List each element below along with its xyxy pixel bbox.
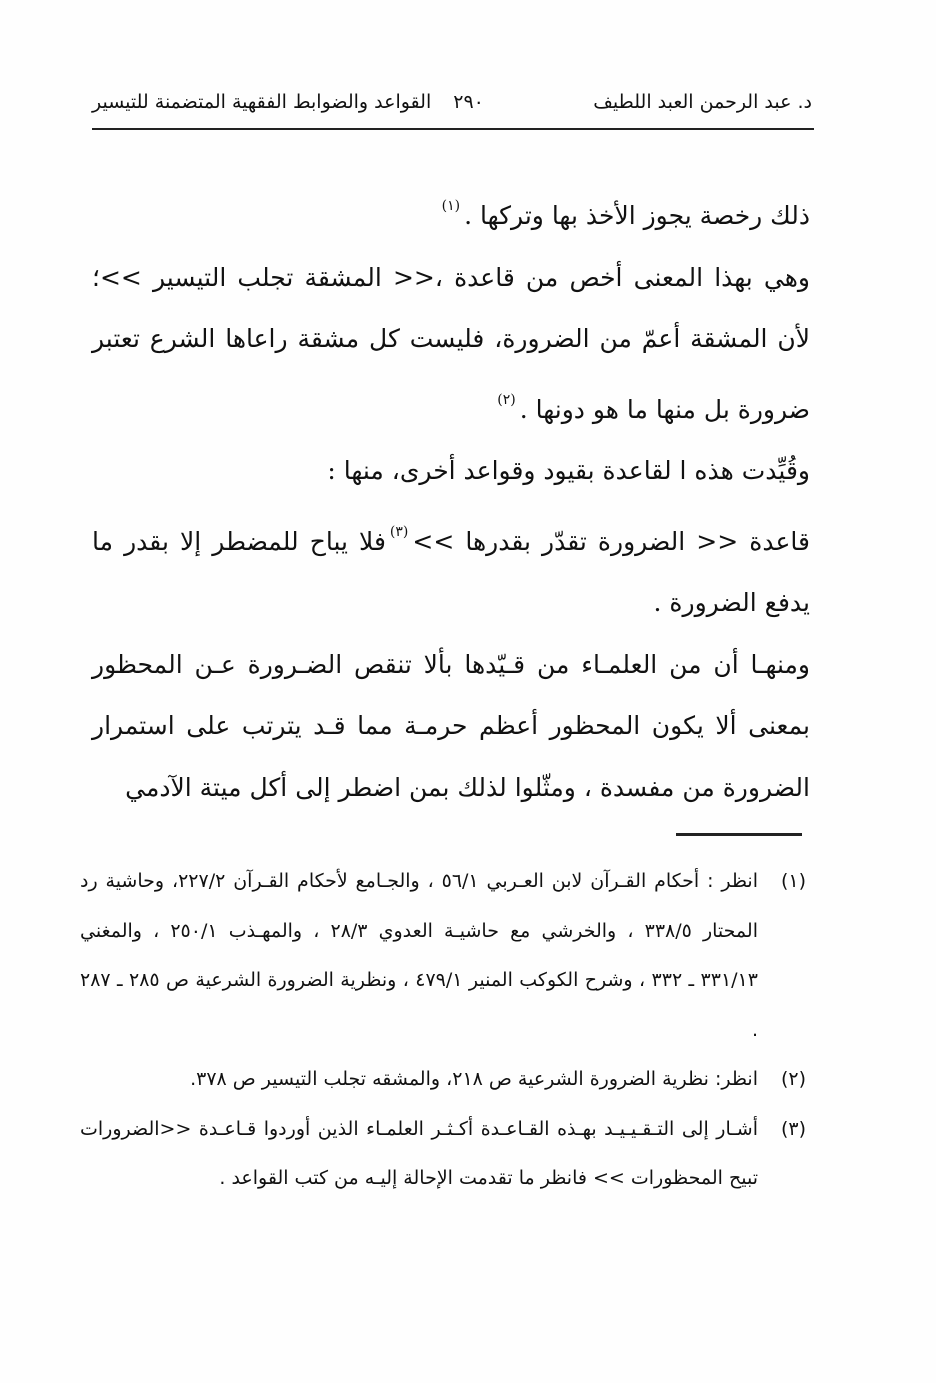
paragraph-4-text-b: فلا يباح للمضطر إلا بقدر ما يدفع الضرورة . — [92, 526, 810, 617]
footnote-1-text: انظر : أحكام القـرآن لابن العـربي ٥٦/١ ، والجـامع لأحكام القـرآن ٢٢٧/٢، وحاشية رد المحتار ٣٣٨/٥ ، والخرشي مع حاشيـة العدوي ٢٨/٣ ، والمهـذب ٢٥٠/١ ، والمغني ٣٣١/١٣ ـ ٣٣٢ ، وشرح الكوكب المنير ٤٧٩/١ ، ونظرية الضرورة الشرعية ص ٢٨٥ ـ ٢٨٧ . — [80, 870, 758, 1041]
footnote-1 — [80, 857, 806, 1055]
paragraph-2-text: وهي بهذا المعنى أخص من قاعدة ،<< المشقة تجلب التيسير >>؛ لأن المشقة أعمّ من الضرورة، فليست كل مشقة راعاها الشرع تعتبر ضرورة بل منها ما هو دونها . — [92, 262, 810, 424]
footnote-ref-2: (٢) — [497, 391, 516, 408]
footnote-ref-3: (٣) — [389, 523, 409, 540]
footnote-ref-1: (١) — [441, 198, 461, 214]
footnote-separator — [676, 833, 802, 836]
paragraph-5: ومنهـا أن من العلمـاء من قـيّدها بألا تنقص الضـرورة عـن المحظور بمعنى ألا يكون المحظور أعظم حرمـة مما قـد يترتب على استمرار الضرورة من مفسدة ، ومثّلوا لذلك بمن اضطر إلى أكل ميتة الآدمي — [92, 649, 810, 802]
footnote-2-text: انظر: نظرية الضرورة الشرعية ص ٢١٨، والمشقه تجلب التيسير ص ٣٧٨. — [190, 1068, 758, 1090]
footnote-1-number: (١) — [780, 870, 806, 892]
footnote-3 — [80, 1105, 806, 1204]
main-text — [92, 176, 810, 818]
paragraph-1 — [92, 176, 810, 247]
footnotes — [80, 857, 806, 1204]
paragraph-2 — [92, 247, 810, 441]
page-number: ٢٩٠ — [453, 91, 484, 113]
footnote-2-number: (٢) — [780, 1068, 806, 1090]
header-rule — [92, 128, 814, 130]
paragraph-3: وقُيِّدت هذه ا لقاعدة بقيود وقواعد أخرى، منها : — [327, 456, 810, 485]
footnote-2 — [80, 1055, 806, 1105]
book-title: القواعد والضوابط الفقهية المتضمنة للتيسير — [92, 91, 432, 113]
paragraph-1-text: ذلك رخصة يجوز الأخذ بها وتركها . — [464, 201, 810, 230]
paragraph-4 — [92, 502, 810, 634]
header-right-group — [92, 91, 484, 113]
running-header — [92, 84, 812, 120]
author-name: د. عبد الرحمن العبد اللطيف — [593, 91, 812, 113]
footnote-3-text: أشـار إلى التـقـيـيـد بهـذه القـاعـدة أكـثـر العلمـاء الذين أوردوا قـاعـدة <<الضرورات تبيح المحظورات >> فانظر ما تقدمت الإحالة إليـه من كتب القواعد . — [80, 1117, 758, 1189]
footnote-3-number: (٣) — [780, 1117, 806, 1140]
paragraph-4-text-a: قاعدة << الضرورة تقدّر بقدرها >> — [412, 526, 810, 556]
